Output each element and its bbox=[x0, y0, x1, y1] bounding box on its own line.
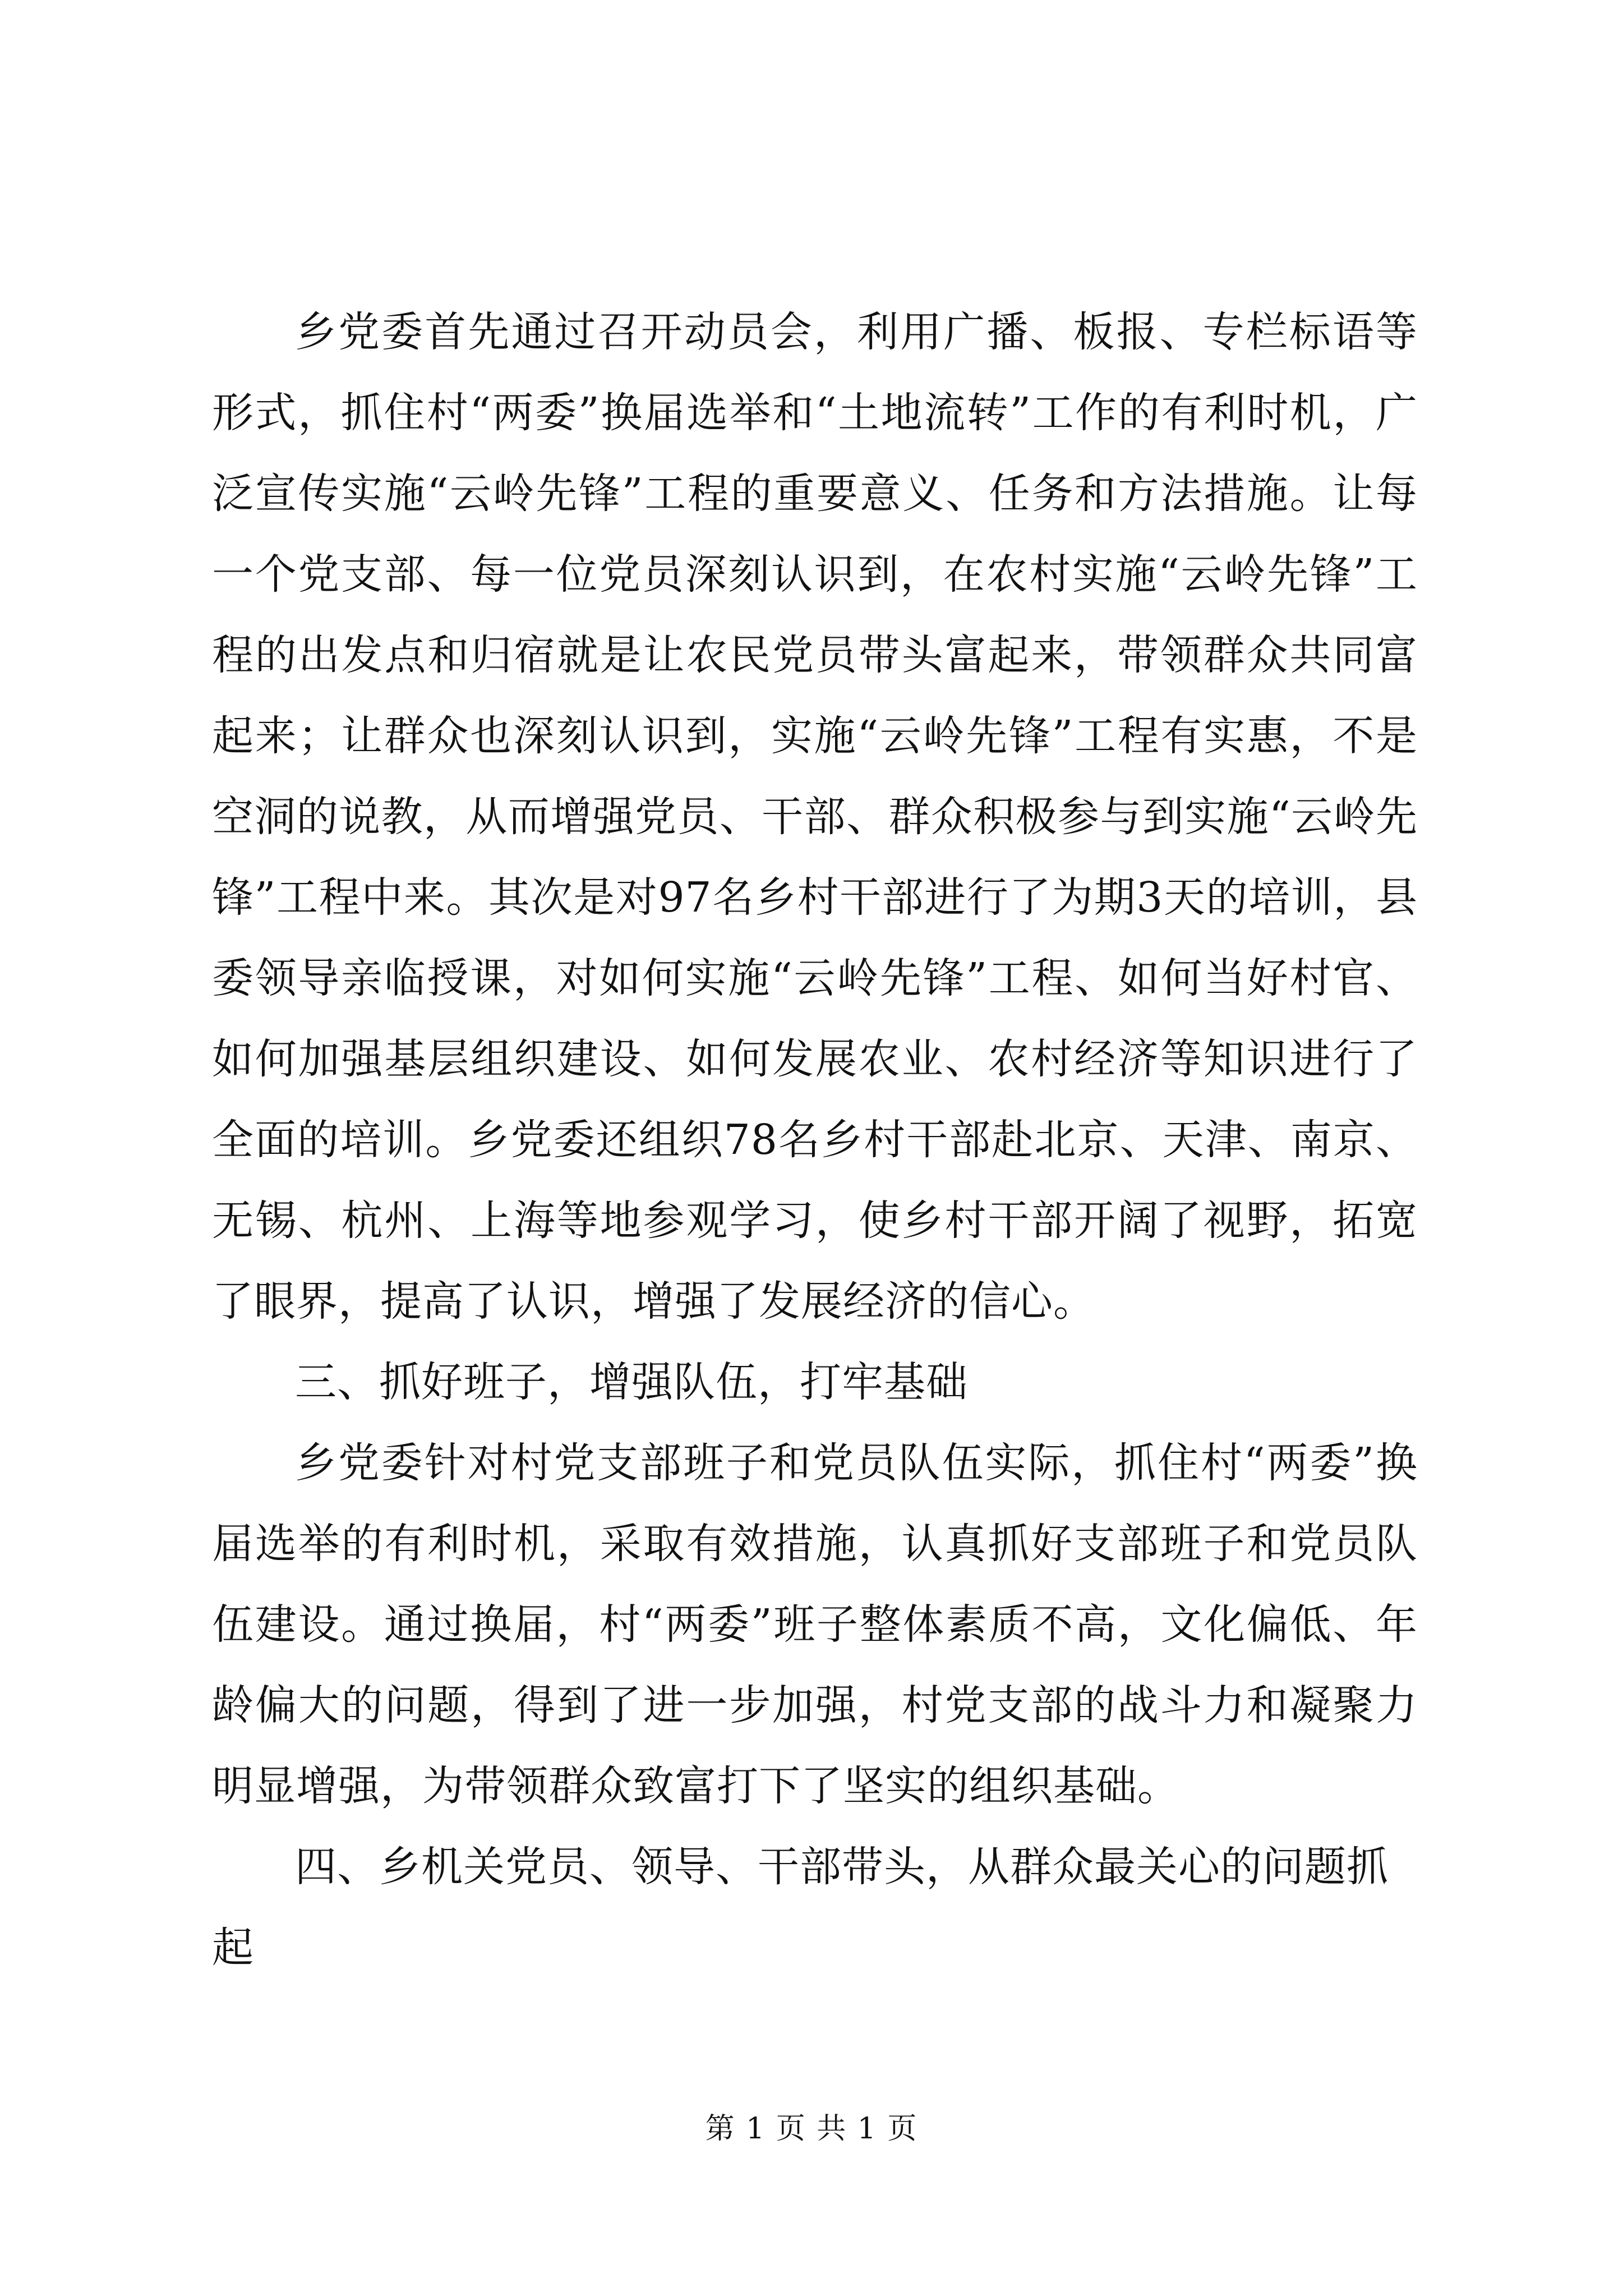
section-heading-three: 三、抓好班子，增强队伍，打牢基础 bbox=[295, 1358, 968, 1406]
page-footer: 第 1 页 共 1 页 bbox=[705, 2112, 918, 2146]
document-body bbox=[212, 292, 1418, 1988]
section-heading-four: 四、乡机关党员、领导、干部带头，从群众最关心的问题抓起 bbox=[212, 1843, 1389, 1972]
paragraph-publicity-training: 乡党委首先通过召开动员会，利用广播、板报、专栏标语等形式，抓住村“两委”换届选举和“土地流转”工作的有利时机，广泛宣传实施“云岭先锋”工程的重要意义、任务和方法措施。让每一个党支部、每一位党员深刻认识到，在农村实施“云岭先锋”工程的出发点和归宿就是让农民党员带头富起来，带领群众共同富起来；让群众也深刻认识到，实施“云岭先锋”工程有实惠，不是空洞的说教，从而增强党员、干部、群众积极参与到实施“云岭先锋”工程中来。其次是对97名乡村干部进行了为期3天的培训，县委领导亲临授课，对如何实施“云岭先锋”工程、如何当好村官、如何加强基层组织建设、如何发展农业、农村经济等知识进行了全面的培训。乡党委还组织78名乡村干部赴北京、天津、南京、无锡、杭州、上海等地参观学习，使乡村干部开阔了视野，拓宽了眼界，提高了认识，增强了发展经济的信心。 bbox=[212, 308, 1418, 1326]
paragraph-team-building: 乡党委针对村党支部班子和党员队伍实际，抓住村“两委”换届选举的有利时机，采取有效措施，认真抓好支部班子和党员队伍建设。通过换届，村“两委”班子整体素质不高，文化偏低、年龄偏大的问题，得到了进一步加强，村党支部的战斗力和凝聚力明显增强，为带领群众致富打下了坚实的组织基础。 bbox=[212, 1439, 1418, 1810]
